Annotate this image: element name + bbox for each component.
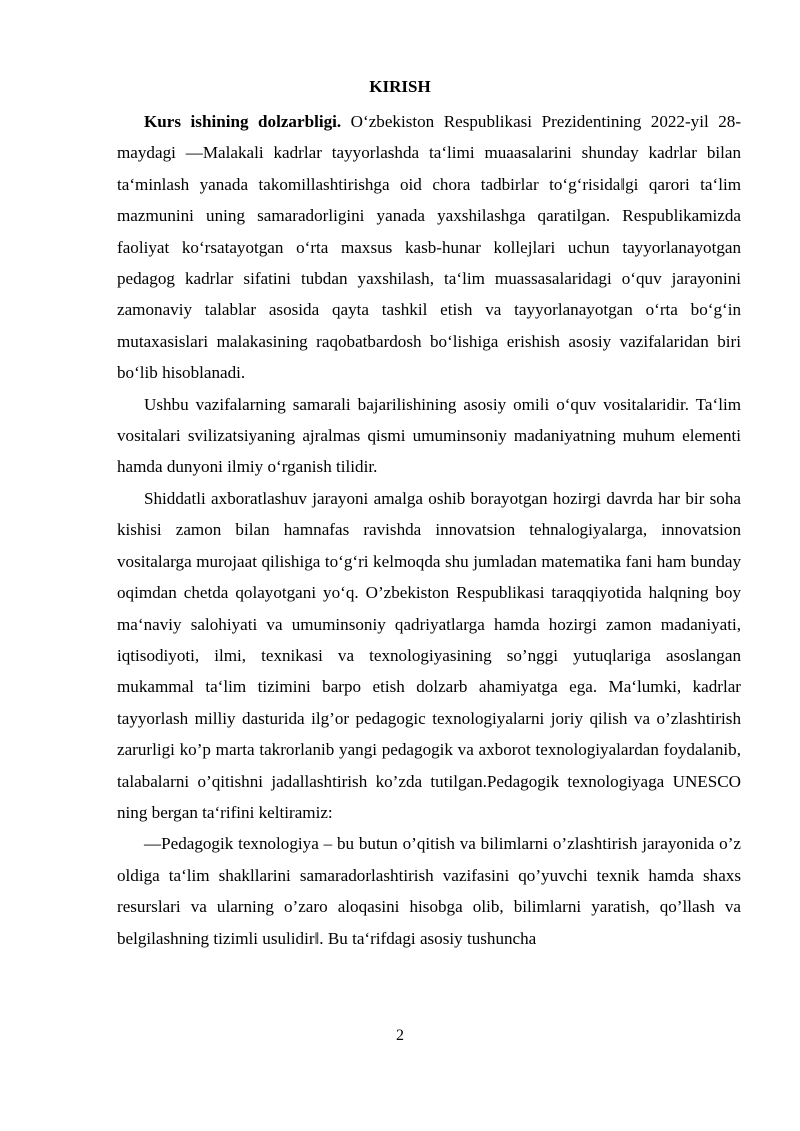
page-number: 2 (396, 1027, 404, 1044)
paragraph-tools: Ushbu vazifalarning samarali bajarilishining asosiy omili o‘quv vositalaridir. Ta‘lim vositalari svilizatsiyaning ajralmas qismi umuminsoniy madaniyatning muhum elementi hamda dunyoni ilmiy o‘rganish tilidir. (117, 394, 741, 477)
paragraph-innovation: Shiddatli axboratlashuv jarayoni amalga oshib borayotgan hozirgi davrda har bir soha kishisi zamon bilan hamnafas ravishda innovatsion tehnalogiyalarga, innovatsion vositalarga murojaat qilishiga to‘g‘ri kelmoqda shu jumladan matematika fani ham bunday oqimdan chetda qolayotgani yo‘q. O’zbekiston Respublikasi taraqqiyotida halqning boy ma‘naviy salohiyati va umuminsoniy qadriyatlarga hamda hozirgi zamon madaniyati, iqtisodiyoti, ilmi, texnikasi va texnologiyasining so’nggi yutuqlariga asoslangan mukammal ta‘lim tizimini barpo etish dolzarb ahamiyatga ega. Ma‘lumki, kadrlar tayyorlash milliy dasturida ilg’or pedagogic texnologiyalarni joriy qilish va o’zlashtirish zarurligi ko’p marta takrorlanib yangi pedagogik va axborot texnologiyalardan foydalanib, talabalarni o’qitishni jadallashtirish ko’zda tutilgan.Pedagogik texnologiyaga UNESCO ning bergan ta‘rifini keltiramiz: (117, 488, 741, 822)
paragraph-text: O‘zbekiston Respublikasi Prezidentining 2022-yil 28-maydagi ―Malakali kadrlar tayyorlashda ta‘limi muaasalarini shunday kadrlar bilan ta‘minlash yanada takomillashtirishga oid chora tadbirlar to‘g‘risida‖gi qarori ta‘lim mazmunini uning samaradorligini yanada yaxshilashga qaratilgan. Respublikamizda faoliyat ko‘rsatayotgan o‘rta maxsus kasb-hunar kollejlari uchun tayyorlanayotgan pedagog kadrlar sifatini tubdan yaxshilash, ta‘lim muassasalaridagi o‘quv jarayonini zamonaviy talablar asosida qayta tashkil etish va tayyorlanayotgan o‘rta bo‘g‘in mutaxasislari malakasining raqobatbardosh bo‘lishiga erishish asosiy vazifalaridan biri bo‘lib hisoblanadi. (117, 112, 742, 383)
paragraph-relevance (117, 106, 741, 389)
body-text (117, 106, 741, 954)
section-heading: KIRISH (369, 77, 431, 96)
paragraph-definition: ―Pedagogik texnologiya – bu butun o’qitish va bilimlarni o’zlashtirish jarayonida o’z oldiga ta‘lim shakllarini samaradorlashtirish vazifasini qo’yuvchi texnik hamda shaxs resurslari va ularning o’zaro aloqasini hisobga olib, bilimlarni yaratish, qo’llash va belgilashning tizimli usulidir‖. Bu ta‘rifdagi asosiy tushuncha (117, 834, 741, 948)
paragraph-lead: Kurs ishining dolzarbligi. (144, 112, 342, 131)
